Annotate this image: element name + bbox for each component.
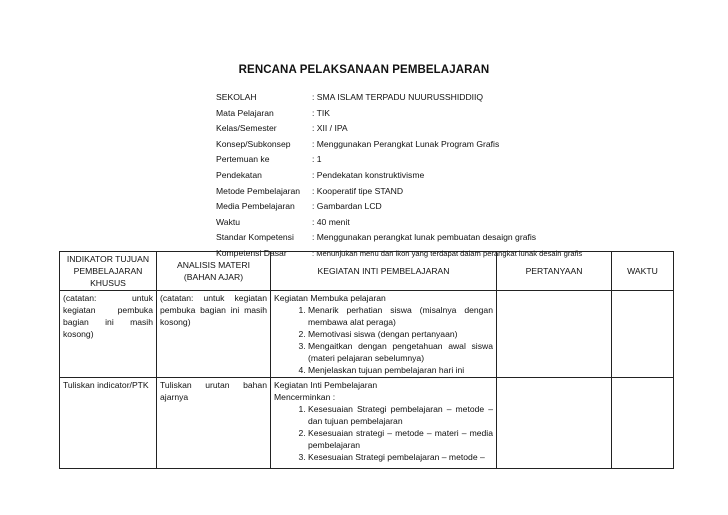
meta-key: Kelas/Semester bbox=[216, 123, 277, 134]
document-title: RENCANA PELAKSANAAN PEMBELAJARAN bbox=[238, 64, 490, 76]
cell-kegiatan bbox=[271, 291, 497, 378]
list-item: 1. Kesesuaian Strategi pembelajaran – metode – dan tujuan pembelajaran bbox=[308, 403, 493, 427]
meta-row-standar-kompetensi bbox=[216, 230, 582, 246]
header-kegiatan-inti: KEGIATAN INTI PEMBELAJARAN bbox=[271, 252, 497, 291]
header-indikator: INDIKATOR TUJUAN PEMBELAJARAN KHUSUS bbox=[60, 252, 157, 291]
header-pertanyaan: PERTANYAAN bbox=[497, 252, 612, 291]
cell-pertanyaan bbox=[497, 291, 612, 378]
meta-row-waktu bbox=[216, 215, 582, 231]
kegiatan-title: Kegiatan Inti Pembelajaran bbox=[274, 380, 378, 390]
meta-row-sekolah bbox=[216, 90, 582, 106]
table-row bbox=[60, 291, 674, 378]
list-item: 3. Mengaitkan dengan pengetahuan awal siswa (materi pelajaran sebelumnya) bbox=[308, 340, 493, 364]
kegiatan-title: Kegiatan Membuka pelajaran bbox=[274, 293, 386, 303]
meta-value: : XII / IPA bbox=[312, 123, 348, 134]
meta-row-pertemuan bbox=[216, 152, 582, 168]
meta-key: Pertemuan ke bbox=[216, 154, 270, 165]
meta-value: : 1 bbox=[312, 154, 322, 165]
cell-waktu bbox=[612, 378, 674, 469]
meta-row-mata-pelajaran bbox=[216, 106, 582, 122]
meta-key: Pendekatan bbox=[216, 169, 262, 180]
meta-row-media bbox=[216, 199, 582, 215]
cell-kegiatan bbox=[271, 378, 497, 469]
cell-indikator: (catatan: untuk kegiatan pembuka bagian ini masih kosong) bbox=[60, 291, 157, 378]
kegiatan-subtitle: Mencerminkan : bbox=[274, 392, 336, 402]
list-item: 3. Kesesuaian Strategi pembelajaran – metode – bbox=[308, 451, 493, 463]
meta-key: Standar Kompetensi bbox=[216, 232, 294, 243]
meta-value: : Gambardan LCD bbox=[312, 201, 382, 212]
header-analisis-materi: ANALISIS MATERI (BAHAN AJAR) bbox=[157, 252, 271, 291]
meta-value: : TIK bbox=[312, 107, 330, 118]
meta-row-pendekatan bbox=[216, 168, 582, 184]
table-row bbox=[60, 378, 674, 469]
meta-value: : Menunjukan menu dan ikon yang terdapat dalam perangkat lunak desain grafis bbox=[312, 248, 583, 258]
cell-analisis: Tuliskan urutan bahan ajarnya bbox=[157, 378, 271, 469]
header-waktu: WAKTU bbox=[612, 252, 674, 291]
meta-key: SEKOLAH bbox=[216, 92, 257, 102]
cell-analisis: (catatan: untuk kegiatan pembuka bagian ini masih kosong) bbox=[157, 291, 271, 378]
lesson-plan-table bbox=[59, 251, 674, 469]
meta-row-konsep bbox=[216, 137, 582, 153]
list-item: 4. Menjelaskan tujuan pembelajaran hari ini bbox=[308, 364, 493, 376]
lesson-info bbox=[216, 90, 582, 262]
meta-key: Metode Pembelajaran bbox=[216, 185, 301, 196]
meta-value: : Pendekatan konstruktivisme bbox=[312, 169, 425, 180]
cell-pertanyaan bbox=[497, 378, 612, 469]
meta-key: Kompetensi Dasar bbox=[216, 247, 287, 258]
kegiatan-list bbox=[274, 403, 493, 463]
meta-key: Waktu bbox=[216, 216, 241, 227]
cell-indikator: Tuliskan indicator/PTK bbox=[60, 378, 157, 469]
table-header-row bbox=[60, 252, 674, 291]
meta-value: : 40 menit bbox=[312, 216, 350, 227]
meta-value: : Menggunakan perangkat lunak pembuatan desaign grafis bbox=[312, 232, 537, 243]
meta-key: Media Pembelajaran bbox=[216, 201, 295, 212]
meta-value: : Kooperatif tipe STAND bbox=[312, 185, 404, 196]
meta-row-kelas bbox=[216, 121, 582, 137]
cell-waktu bbox=[612, 291, 674, 378]
list-item: 2. Memotivasi siswa (dengan pertanyaan) bbox=[308, 328, 493, 340]
meta-row-metode bbox=[216, 184, 582, 200]
meta-value: : SMA ISLAM TERPADU NUURUSSHIDDIIQ bbox=[312, 92, 484, 102]
meta-value: : Menggunakan Perangkat Lunak Program Grafis bbox=[312, 138, 500, 149]
list-item: 1. Menarik perhatian siswa (misalnya dengan membawa alat peraga) bbox=[308, 304, 493, 328]
meta-key: Konsep/Subkonsep bbox=[216, 138, 291, 149]
kegiatan-list bbox=[274, 304, 493, 376]
meta-key: Mata Pelajaran bbox=[216, 107, 274, 118]
list-item: 2. Kesesuaian strategi – metode – materi – media pembelajaran bbox=[308, 427, 493, 451]
